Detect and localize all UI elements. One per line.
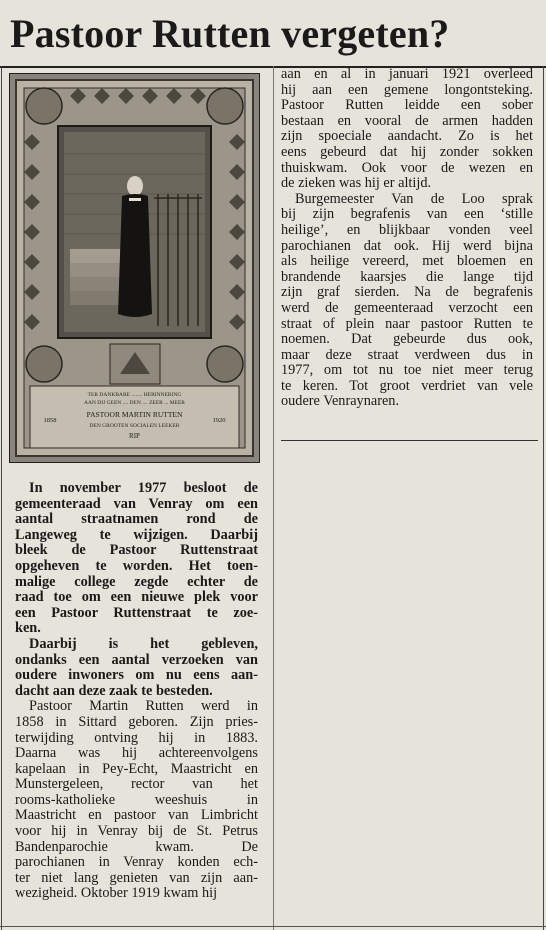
text-line: dacht aan deze zaak te besteden. — [15, 683, 213, 699]
text-line: oudere inwoners om nu eens aan- — [15, 668, 258, 684]
text-line: Daarna was hij achtereenvolgens — [15, 746, 258, 762]
text-line: zijn spoeciale aandacht. Zo is het — [281, 129, 533, 145]
card-line2: AAN DIJ GEEN .... DEN .... ZEER ... MEER — [84, 400, 185, 406]
text-line: Bandenparochie kwam. De — [15, 839, 258, 855]
text-line: heilige’, en blijkbaar vonden veel — [281, 222, 533, 238]
text-line: Maastricht en pastoor van Limbricht — [15, 808, 258, 824]
text-line: ondanks een aantal verzoeken van — [15, 652, 258, 668]
frame-left-border — [1, 66, 2, 930]
text-line: bij zijn begrafenis van een ‘stille — [281, 207, 533, 223]
text-line: parochianen in Venray konden ech- — [15, 855, 258, 871]
body-paragraph-2 — [281, 67, 533, 192]
text-line: bleek de Pastoor Ruttenstraat — [15, 543, 258, 559]
frame-right-border — [543, 66, 544, 930]
text-line: thuiskwam. Ook voor de wezen en — [281, 160, 533, 176]
medallion-bottom-left — [26, 346, 62, 382]
memorial-card-photo — [9, 73, 260, 463]
text-line: bestaan en vooral de armen hadden — [281, 113, 533, 129]
card-name: PASTOOR MARTIN RUTTEN — [86, 410, 183, 419]
priest-face — [127, 176, 143, 196]
text-line: Pastoor Martin Rutten werd in — [29, 699, 258, 715]
text-line: wezigheid. Oktober 1919 kwam hij — [15, 886, 218, 902]
card-line1: TER DANKBARE ........ HERINNERING — [87, 392, 182, 398]
text-line: noemen. Dat gebeurde dus ook, — [281, 332, 533, 348]
text-line: hij aan een gemene longontsteking. — [281, 82, 533, 98]
text-line: In november 1977 besloot de — [29, 481, 258, 496]
text-line: parochianen dat ook. Hij werd bijna — [281, 238, 533, 254]
text-line: werd de gemeenteraad verzocht een — [281, 300, 533, 316]
text-line: te keren. Tot groot verdriet van vele — [281, 378, 533, 394]
text-line: kapelaan in Pey-Echt, Maastricht en — [15, 761, 258, 777]
memorial-card-illustration — [10, 74, 259, 462]
card-line4: DEN GROOTEN SOCIALEN LEEKER — [89, 423, 180, 429]
text-line: ter niet lang genieten van zijn aan- — [15, 870, 258, 886]
right-column — [281, 67, 533, 410]
article-end-rule — [281, 440, 538, 441]
text-line: Burgemeester Van de Loo sprak — [295, 191, 533, 207]
card-rip: RIP — [129, 432, 140, 440]
text-line: Daarbij is het gebleven, — [29, 636, 258, 652]
text-line: oudere Venraynaren. — [281, 394, 400, 410]
text-line: maar deze straat verdween dus in — [281, 347, 533, 363]
lead-paragraph-1 — [15, 481, 258, 637]
text-line: terwijding ontving hij in 1883. — [15, 730, 258, 746]
text-line: 1858 in Sittard geboren. Zijn pries- — [15, 714, 258, 730]
medallion-bottom-right — [207, 346, 243, 382]
priest-robe — [118, 194, 152, 317]
headline: Pastoor Rutten vergeten? — [10, 11, 450, 56]
text-line: aan en al in januari 1921 overleed — [281, 67, 533, 82]
text-line: Langeweg te wijzigen. Daarbij — [15, 527, 258, 543]
text-line: Munstergeleen, rector van het — [15, 777, 258, 793]
text-line: een Pastoor Ruttenstraat te zoe- — [15, 605, 258, 621]
text-line: rooms-katholieke weeshuis in — [15, 792, 258, 808]
text-line: eens gebeurd dat hij zonder sokken — [281, 144, 533, 160]
text-line: 1977, om tot nu toe niet meer terug — [281, 363, 533, 379]
text-line: de zieken was hij er altijd. — [281, 176, 432, 192]
medallion-top-left — [26, 88, 62, 124]
text-line: brandende kaarsjes die lange tijd — [281, 269, 533, 285]
text-line: opgeheven te worden. Het toen- — [15, 558, 258, 574]
body-paragraph-1 — [15, 699, 258, 902]
text-line: ken. — [15, 621, 41, 637]
card-year-right: 1920 — [212, 417, 226, 424]
body-paragraph-3 — [281, 192, 533, 410]
text-line: zijn graf sierden. Na de begrafenis — [281, 285, 533, 301]
card-year-left: 1858 — [43, 417, 57, 424]
column-divider — [273, 66, 274, 930]
text-line: Pastoor Rutten leidde een sober — [281, 98, 533, 114]
bottom-rule — [0, 926, 546, 927]
left-column — [15, 481, 258, 902]
text-line: voor hij in Venray bij de St. Petrus — [15, 824, 258, 840]
text-line: als heilige vereerd, met bloemen en — [281, 254, 533, 270]
text-line: malige college zegde echter de — [15, 574, 258, 590]
text-line: straat of plein naar pastoor Rutten te — [281, 316, 533, 332]
lead-paragraph-2 — [15, 637, 258, 699]
medallion-top-right — [207, 88, 243, 124]
text-line: gemeenteraad van Venray om een — [15, 496, 258, 512]
text-line: raad toe om een nieuwe plek voor — [15, 590, 258, 606]
text-line: aantal straatnamen rond de — [15, 512, 258, 528]
